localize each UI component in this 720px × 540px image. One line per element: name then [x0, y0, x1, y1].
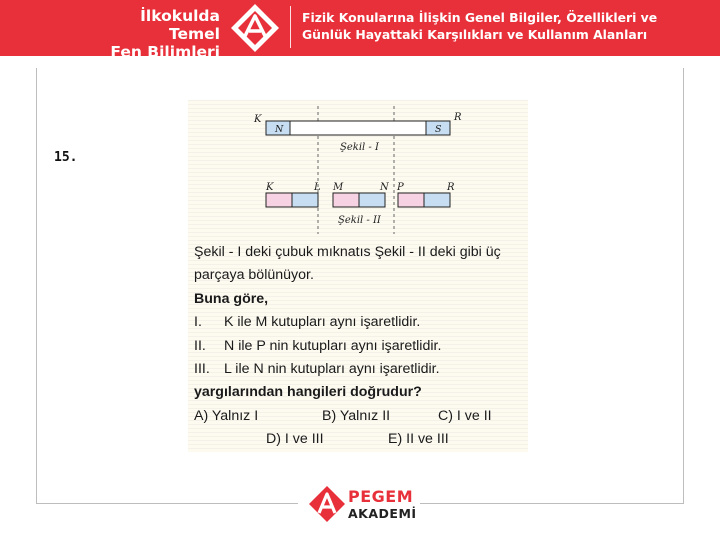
fig2-label-n: N — [380, 182, 389, 193]
statement-1 — [194, 311, 528, 334]
fig2-label-p: P — [397, 182, 404, 193]
fig2-label-l: L — [314, 182, 321, 193]
header-banner — [0, 0, 720, 61]
question-stem-line2: parçaya bölünüyor. — [194, 267, 314, 284]
piece3-right-half — [424, 193, 450, 207]
book-title — [98, 7, 220, 61]
statement-2-number: II. — [194, 337, 206, 354]
fig2-label-k: K — [266, 182, 274, 193]
piece2-left-half — [333, 193, 359, 207]
fig2-label-m: M — [333, 182, 344, 193]
fig1-right-pole: S — [435, 124, 442, 135]
option-d[interactable]: D) I ve III — [266, 431, 324, 448]
footer-brand-line1: PEGEM — [348, 487, 414, 506]
question-lead: Buna göre, — [194, 290, 269, 307]
fig1-left-label: K — [254, 114, 262, 125]
statement-2-text: N ile P nin kutupları aynı işaretlidir. — [224, 337, 442, 354]
question-panel — [188, 100, 528, 452]
question-text — [194, 241, 528, 452]
pegem-footer-logo — [308, 484, 417, 524]
fig2-caption: Şekil - II — [338, 215, 381, 226]
piece2-right-half — [359, 193, 385, 207]
statement-2 — [194, 335, 528, 358]
question-number: 15. — [54, 150, 78, 165]
statement-3 — [194, 358, 528, 381]
question-ask: yargılarından hangileri doğrudur? — [194, 384, 422, 401]
options-row-1 — [194, 405, 528, 428]
statement-1-text: K ile M kutupları aynı işaretlidir. — [224, 314, 421, 331]
options-row-2 — [194, 428, 528, 451]
frame-border-bottom-right — [420, 503, 684, 504]
frame-border-bottom-left — [36, 503, 298, 504]
piece3-left-half — [398, 193, 424, 207]
book-title-line2: Fen Bilimleri — [110, 43, 220, 61]
piece1-right-half — [292, 193, 318, 207]
fig2-label-r: R — [447, 182, 455, 193]
statement-3-text: L ile N nin kutupları aynı işaretlidir. — [224, 361, 440, 378]
chapter-title — [302, 9, 712, 43]
option-c[interactable]: C) I ve II — [438, 407, 492, 424]
option-a[interactable]: A) Yalnız I — [194, 407, 259, 424]
book-title-line1: İlkokulda Temel — [140, 7, 220, 43]
piece1-left-half — [266, 193, 292, 207]
fig1-left-pole: N — [275, 124, 284, 135]
question-stem-line1: Şekil - I deki çubuk mıknatıs Şekil - II deki gibi üç — [194, 244, 501, 260]
magnet-figure — [188, 100, 528, 240]
header-divider — [290, 6, 291, 48]
footer-brand-line2: AKADEMİ — [348, 506, 417, 521]
frame-border-right — [683, 68, 684, 504]
option-e[interactable]: E) II ve III — [388, 431, 449, 448]
bar-magnet — [266, 121, 450, 135]
chapter-title-line2: Günlük Hayattaki Karşılıkları ve Kullanım Alanları — [302, 27, 648, 42]
fig1-right-label: R — [454, 112, 462, 123]
pegem-a-logo-icon — [308, 485, 346, 523]
option-b[interactable]: B) Yalnız II — [322, 407, 391, 424]
chapter-title-line1: Fizik Konularına İlişkin Genel Bilgiler, Özellikleri ve — [302, 10, 658, 25]
fig1-caption: Şekil - I — [340, 142, 379, 153]
pegem-a-logo-icon — [222, 0, 288, 56]
frame-border-left — [36, 68, 37, 504]
statement-1-number: I. — [194, 314, 202, 331]
statement-3-number: III. — [194, 361, 210, 378]
